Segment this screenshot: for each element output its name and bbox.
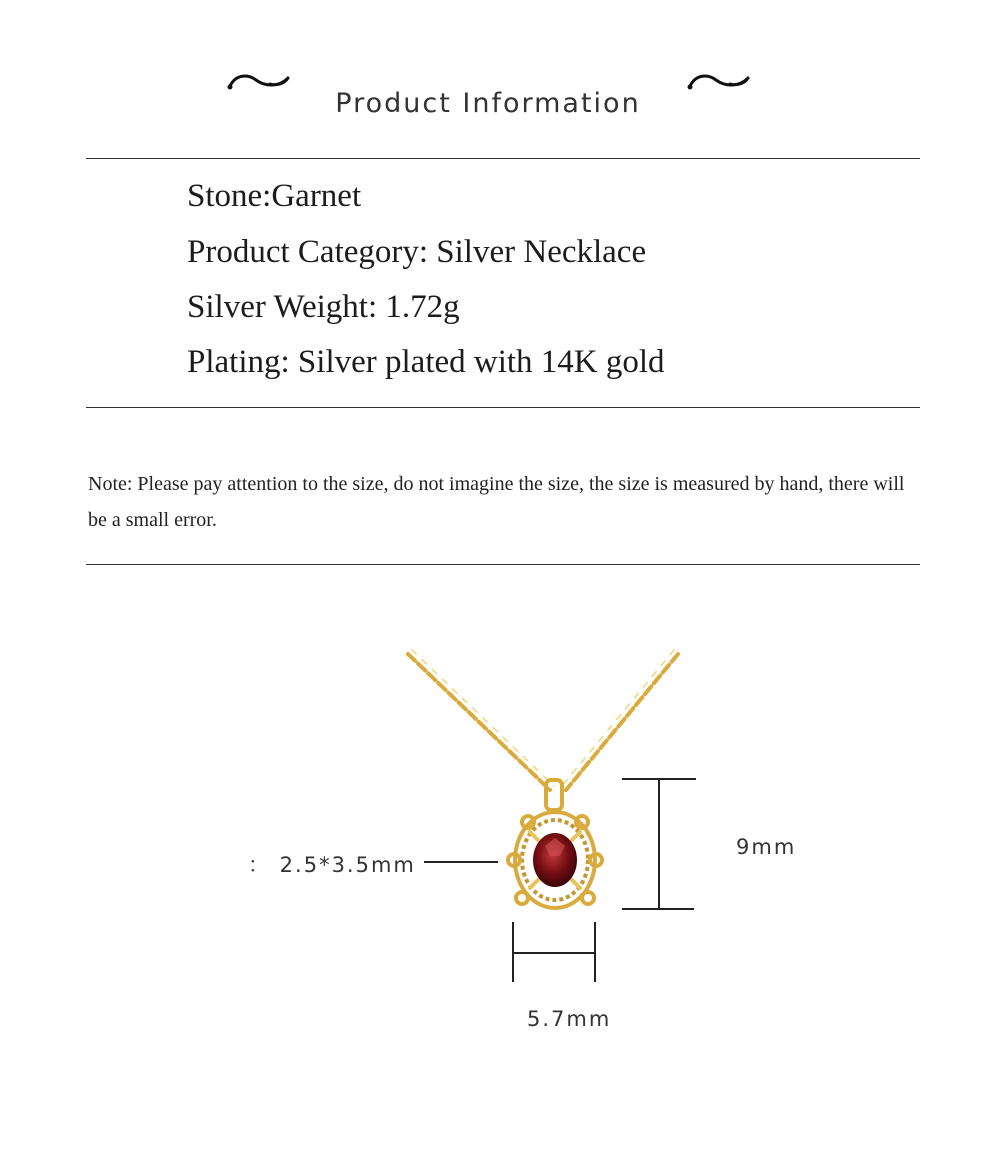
spec-category: Product Category: Silver Necklace xyxy=(187,234,647,270)
height-dimension xyxy=(622,779,696,909)
size-note: Note: Please pay attention to the size, do not imagine the size, the size is measured by hand, there will be a small error. xyxy=(88,473,905,531)
stone-size-label: ： 2.5*3.5mm xyxy=(248,853,416,877)
height-label: 9mm xyxy=(736,835,797,859)
spec-plating: Plating: Silver plated with 14K gold xyxy=(187,344,665,380)
width-dimension xyxy=(513,922,595,982)
pendant-bail xyxy=(546,780,562,810)
chain-left xyxy=(408,650,554,790)
note-divider xyxy=(86,564,920,565)
necklace-illustration xyxy=(0,600,1000,1080)
specs-divider xyxy=(86,407,920,408)
chain-right xyxy=(562,650,678,790)
width-label: 5.7mm xyxy=(527,1007,612,1031)
page-title: Product Information xyxy=(335,88,641,119)
top-divider xyxy=(86,158,920,159)
spec-stone: Stone:Garnet xyxy=(187,178,362,214)
spec-weight: Silver Weight: 1.72g xyxy=(187,289,460,325)
